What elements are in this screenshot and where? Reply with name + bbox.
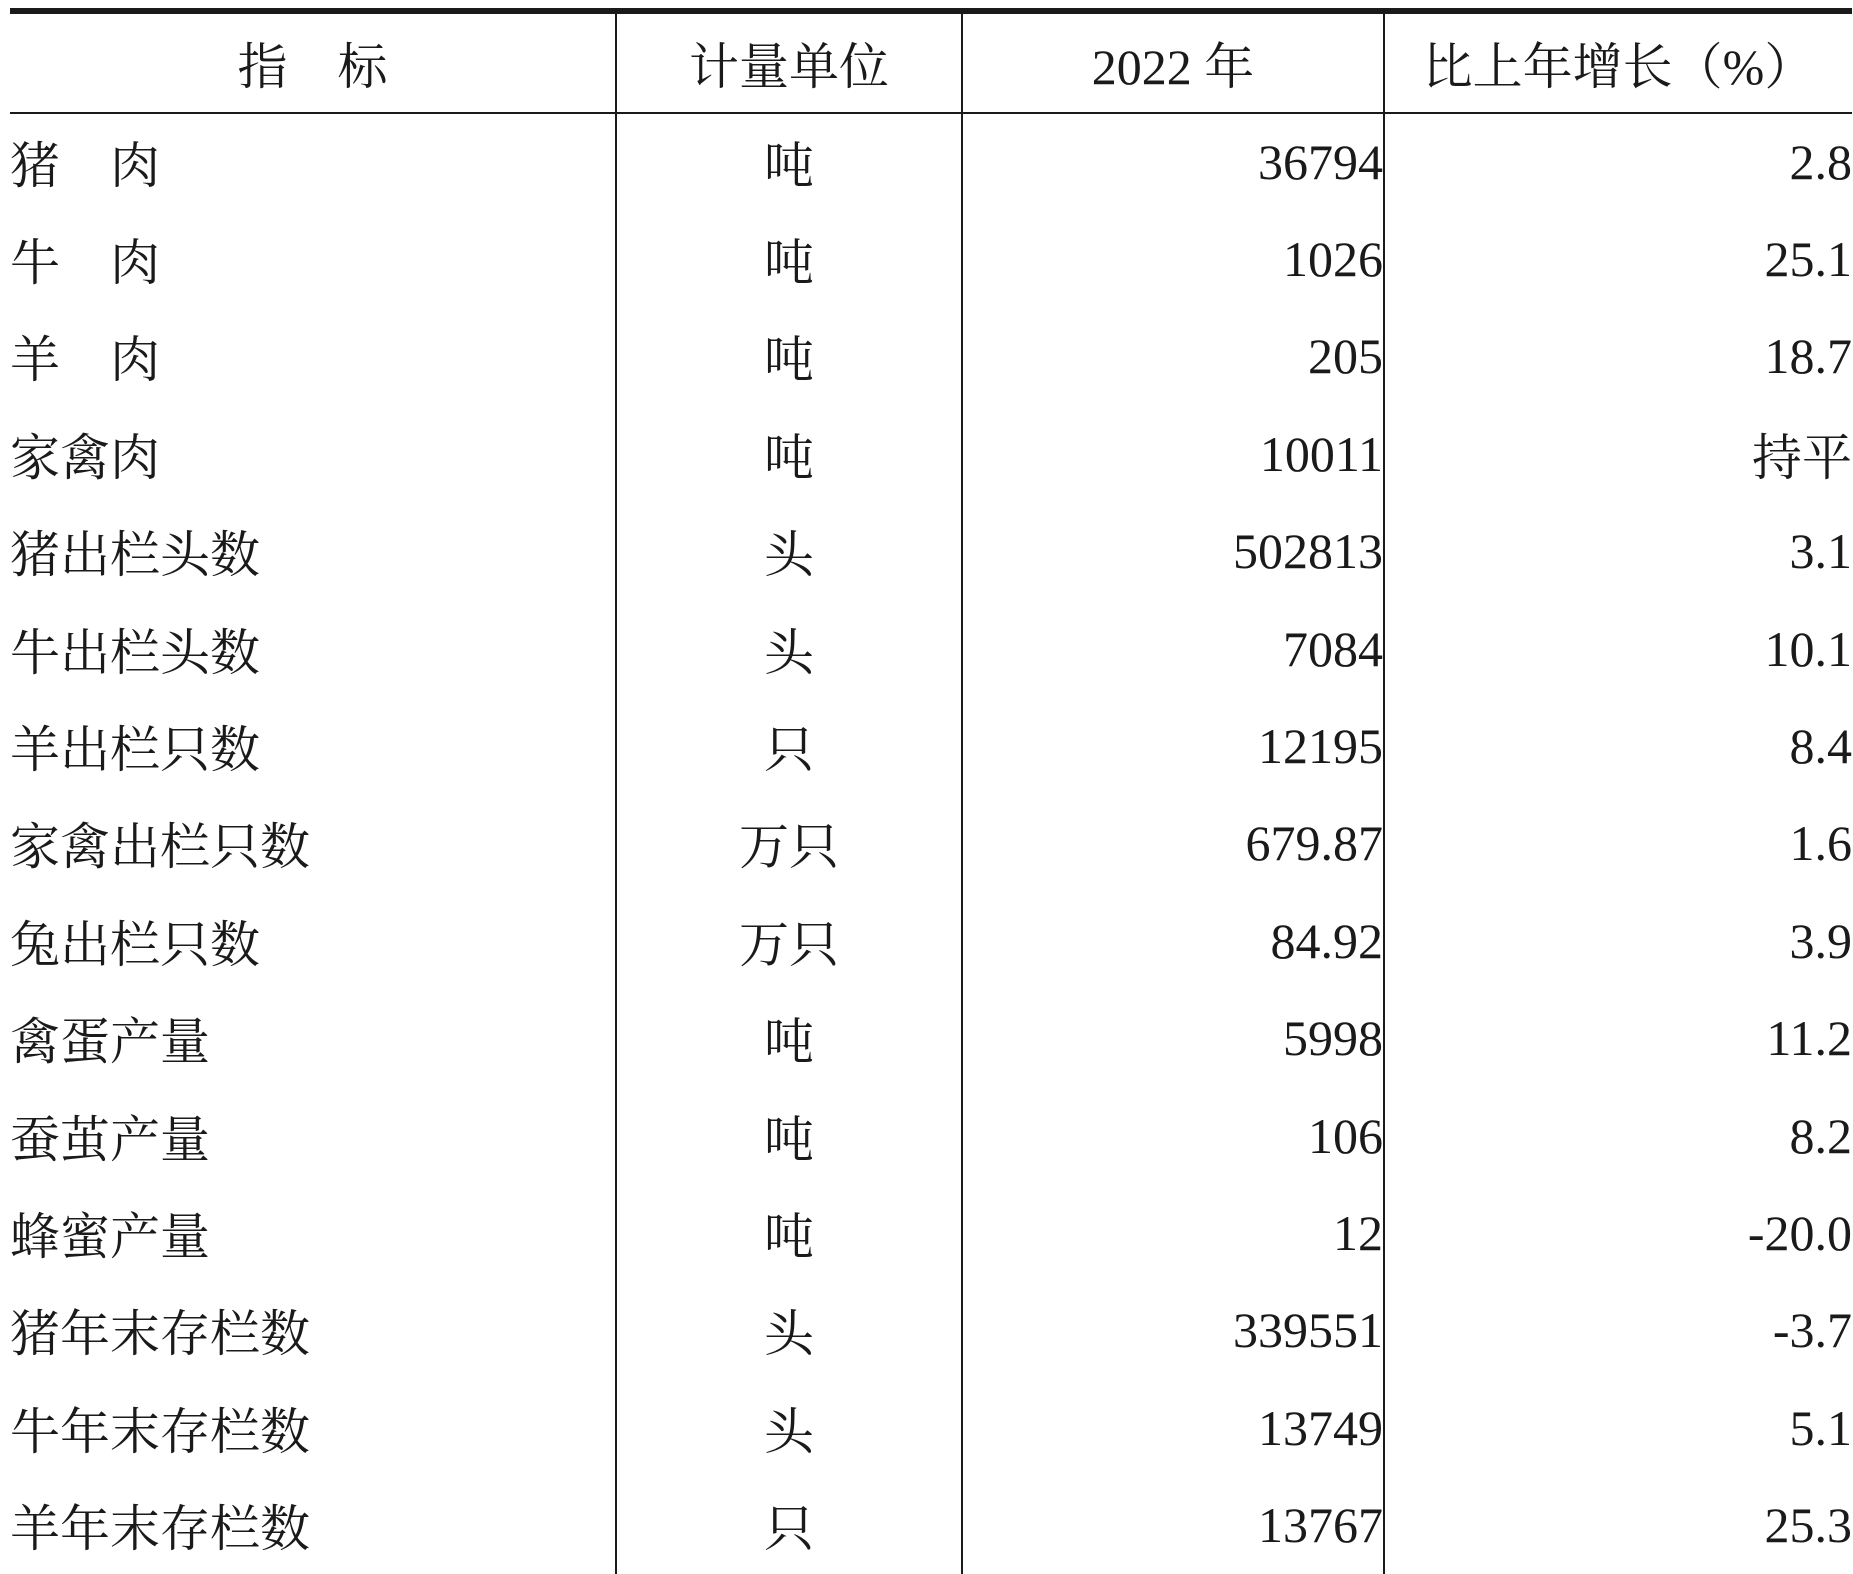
row-growth: 8.4 xyxy=(1384,697,1852,794)
table-row xyxy=(10,892,1852,989)
table-row xyxy=(10,990,1852,1087)
row-value: 13749 xyxy=(962,1379,1384,1476)
row-unit: 吨 xyxy=(616,1087,962,1184)
row-value: 12195 xyxy=(962,697,1384,794)
row-value: 205 xyxy=(962,308,1384,405)
row-indicator: 蜂蜜产量 xyxy=(10,1208,210,1265)
row-indicator xyxy=(10,210,616,307)
row-indicator xyxy=(10,308,616,405)
table-row xyxy=(10,503,1852,600)
row-indicator-char-1: 牛 xyxy=(10,235,60,292)
row-unit: 吨 xyxy=(616,990,962,1087)
row-growth: 10.1 xyxy=(1384,600,1852,697)
table-header-row xyxy=(10,11,1852,113)
row-unit: 只 xyxy=(616,1476,962,1573)
row-unit: 只 xyxy=(616,697,962,794)
table-row xyxy=(10,1087,1852,1184)
table-row xyxy=(10,1379,1852,1476)
table-row xyxy=(10,600,1852,697)
row-growth: -20.0 xyxy=(1384,1184,1852,1281)
row-indicator-char-1: 猪 xyxy=(10,138,60,195)
row-unit: 吨 xyxy=(616,1184,962,1281)
row-indicator-char-2: 肉 xyxy=(110,138,160,195)
row-indicator: 猪出栏头数 xyxy=(10,527,260,584)
row-value: 106 xyxy=(962,1087,1384,1184)
row-indicator: 禽蛋产量 xyxy=(10,1014,210,1071)
row-value: 13767 xyxy=(962,1476,1384,1573)
row-unit: 头 xyxy=(616,1282,962,1379)
row-growth: 18.7 xyxy=(1384,308,1852,405)
row-indicator-char-2: 肉 xyxy=(110,332,160,389)
row-indicator-char-2: 肉 xyxy=(110,235,160,292)
row-value: 7084 xyxy=(962,600,1384,697)
row-growth: 持平 xyxy=(1384,405,1852,502)
row-unit: 吨 xyxy=(616,308,962,405)
table-row xyxy=(10,113,1852,210)
header-indicator xyxy=(10,11,616,113)
table-row xyxy=(10,1184,1852,1281)
row-unit: 头 xyxy=(616,600,962,697)
row-indicator: 牛出栏头数 xyxy=(10,624,260,681)
table-row xyxy=(10,1476,1852,1573)
row-growth: 3.1 xyxy=(1384,503,1852,600)
row-indicator: 羊年末存栏数 xyxy=(10,1501,310,1558)
table-row xyxy=(10,697,1852,794)
row-indicator: 羊出栏只数 xyxy=(10,722,260,779)
header-value-2022: 2022 年 xyxy=(962,11,1384,113)
livestock-table-container xyxy=(10,8,1852,1574)
row-unit: 吨 xyxy=(616,210,962,307)
row-unit: 头 xyxy=(616,1379,962,1476)
row-growth: 3.9 xyxy=(1384,892,1852,989)
row-growth: -3.7 xyxy=(1384,1282,1852,1379)
row-value: 5998 xyxy=(962,990,1384,1087)
row-growth: 25.3 xyxy=(1384,1476,1852,1573)
row-unit: 吨 xyxy=(616,405,962,502)
livestock-statistics-table xyxy=(10,8,1852,1574)
row-growth: 5.1 xyxy=(1384,1379,1852,1476)
row-growth: 25.1 xyxy=(1384,210,1852,307)
row-indicator: 牛年末存栏数 xyxy=(10,1403,310,1460)
row-value: 1026 xyxy=(962,210,1384,307)
header-indicator-char-1: 指 xyxy=(237,39,288,95)
table-row xyxy=(10,795,1852,892)
row-indicator xyxy=(10,113,616,210)
row-unit: 万只 xyxy=(616,892,962,989)
header-growth: 比上年增长（%） xyxy=(1384,11,1852,113)
row-indicator: 家禽出栏只数 xyxy=(10,819,310,876)
row-value: 12 xyxy=(962,1184,1384,1281)
row-value: 502813 xyxy=(962,503,1384,600)
row-indicator: 兔出栏只数 xyxy=(10,916,260,973)
row-indicator: 猪年末存栏数 xyxy=(10,1306,310,1363)
row-unit: 头 xyxy=(616,503,962,600)
row-value: 339551 xyxy=(962,1282,1384,1379)
table-row xyxy=(10,308,1852,405)
row-value: 84.92 xyxy=(962,892,1384,989)
table-row xyxy=(10,210,1852,307)
row-indicator: 蚕茧产量 xyxy=(10,1111,210,1168)
row-growth: 8.2 xyxy=(1384,1087,1852,1184)
table-row xyxy=(10,405,1852,502)
table-row xyxy=(10,1282,1852,1379)
row-value: 36794 xyxy=(962,113,1384,210)
header-indicator-char-2: 标 xyxy=(337,39,388,95)
row-value: 10011 xyxy=(962,405,1384,502)
row-unit: 吨 xyxy=(616,113,962,210)
row-indicator: 家禽肉 xyxy=(10,429,160,486)
row-growth: 1.6 xyxy=(1384,795,1852,892)
row-value: 679.87 xyxy=(962,795,1384,892)
row-growth: 2.8 xyxy=(1384,113,1852,210)
row-growth: 11.2 xyxy=(1384,990,1852,1087)
header-unit: 计量单位 xyxy=(616,11,962,113)
row-indicator-char-1: 羊 xyxy=(10,332,60,389)
row-unit: 万只 xyxy=(616,795,962,892)
